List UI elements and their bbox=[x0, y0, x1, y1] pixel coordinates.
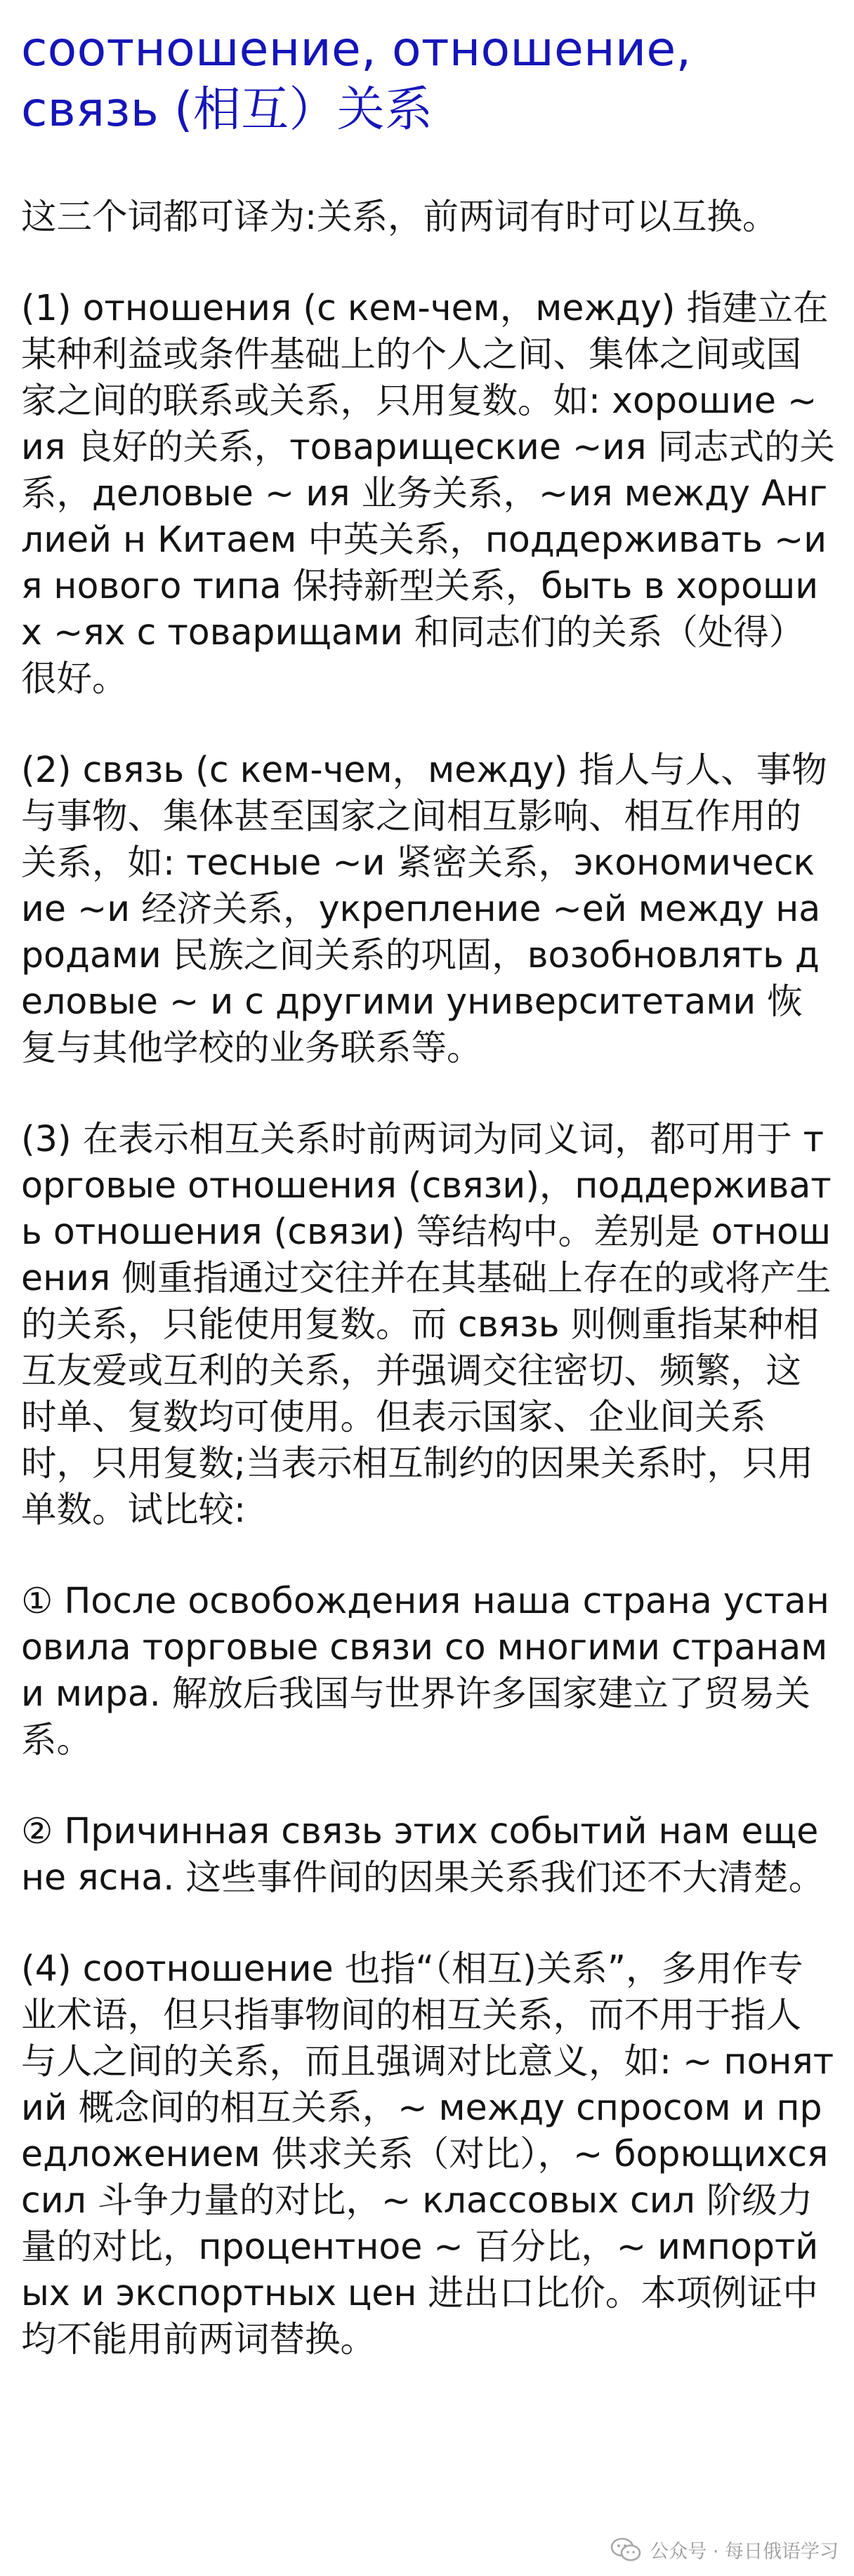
wechat-icon bbox=[610, 2537, 641, 2563]
article-title: соотношение, отношение, связь (相互）关系 bbox=[21, 22, 692, 138]
watermark bbox=[610, 2536, 839, 2563]
paragraph-svyaz: (2) связь (с кем-чем，между) 指人与人、事物与事物、集体甚至国家之间相互影响、相互作用的关系，如: тесные ~и 紧密关系，экономические ~и 经济关系，укрепление ~ей между народами 民族之间关系的巩固，возобновлять деловые ~ и с другими университетами 恢复与其他学校的业务联系等。 bbox=[21, 749, 827, 1068]
article-body bbox=[21, 194, 836, 2363]
paragraph-otnosheniya: (1) отношения (с кем-чем，между) 指建立在某种利益或条件基础上的个人之间、集体之间或国家之间的联系或关系，只用复数。如: хорошие ~ия 良好的关系，товарищеские ~ия 同志式的关系，деловые ~ ия 业务关系，~ия между Англией н Китаем 中英关系，поддерживать ~ия нового типа 保持新型关系，быть в хороших ~ях с товарищами 和同志们的关系（处得）很好。 bbox=[21, 287, 836, 699]
paragraph-intro: 这三个词都可译为:关系，前两词有时可以互换。 bbox=[21, 196, 778, 237]
paragraph-example-2: ② Причинная связь этих событий нам еще не ясна. 这些事件间的因果关系我们还不大清楚。 bbox=[21, 1810, 825, 1898]
article bbox=[21, 20, 836, 2363]
paragraph-example-1: ① После освобождения наша страна установила торговые связи со многими странами мира. 解放后我国与世界许多国家建立了贸易关系。 bbox=[21, 1580, 829, 1760]
watermark-label: 公众号 · 每日俄语学习 bbox=[650, 2541, 839, 2563]
paragraph-synonym-comparison: (3) 在表示相互关系时前两词为同义词，都可用于 торговые отношения (связи)，поддерживать отношения (связи) 等结构中。差别是 отношения 侧重指通过交往并在其基础上存在的或将产生的关系，只能使用复数。而 связь 则侧重指某种相互友爱或互利的关系，并强调交往密切、频繁，这时单、复数均可使用。但表示国家、企业间关系时，只用复数;当表示相互制约的因果关系时，只用单数。试比较: bbox=[21, 1118, 832, 1530]
paragraph-sootnoshenie: (4) соотношение 也指“（相互)关系”，多用作专业术语，但只指事物间的相互关系，而不用于指人与人之间的关系，而且强调对比意义，如: ~ понятий 概念间的相互关系，~ между спросом и предложением 供求关系（对比），~ борющихся сил 斗争力量的对比，~ классовых сил 阶级力量的对比，процентное ~ 百分比，~ импортйых и экспортных цен 进出口比价。本项例证中均不能用前两词替换。 bbox=[21, 1948, 834, 2360]
